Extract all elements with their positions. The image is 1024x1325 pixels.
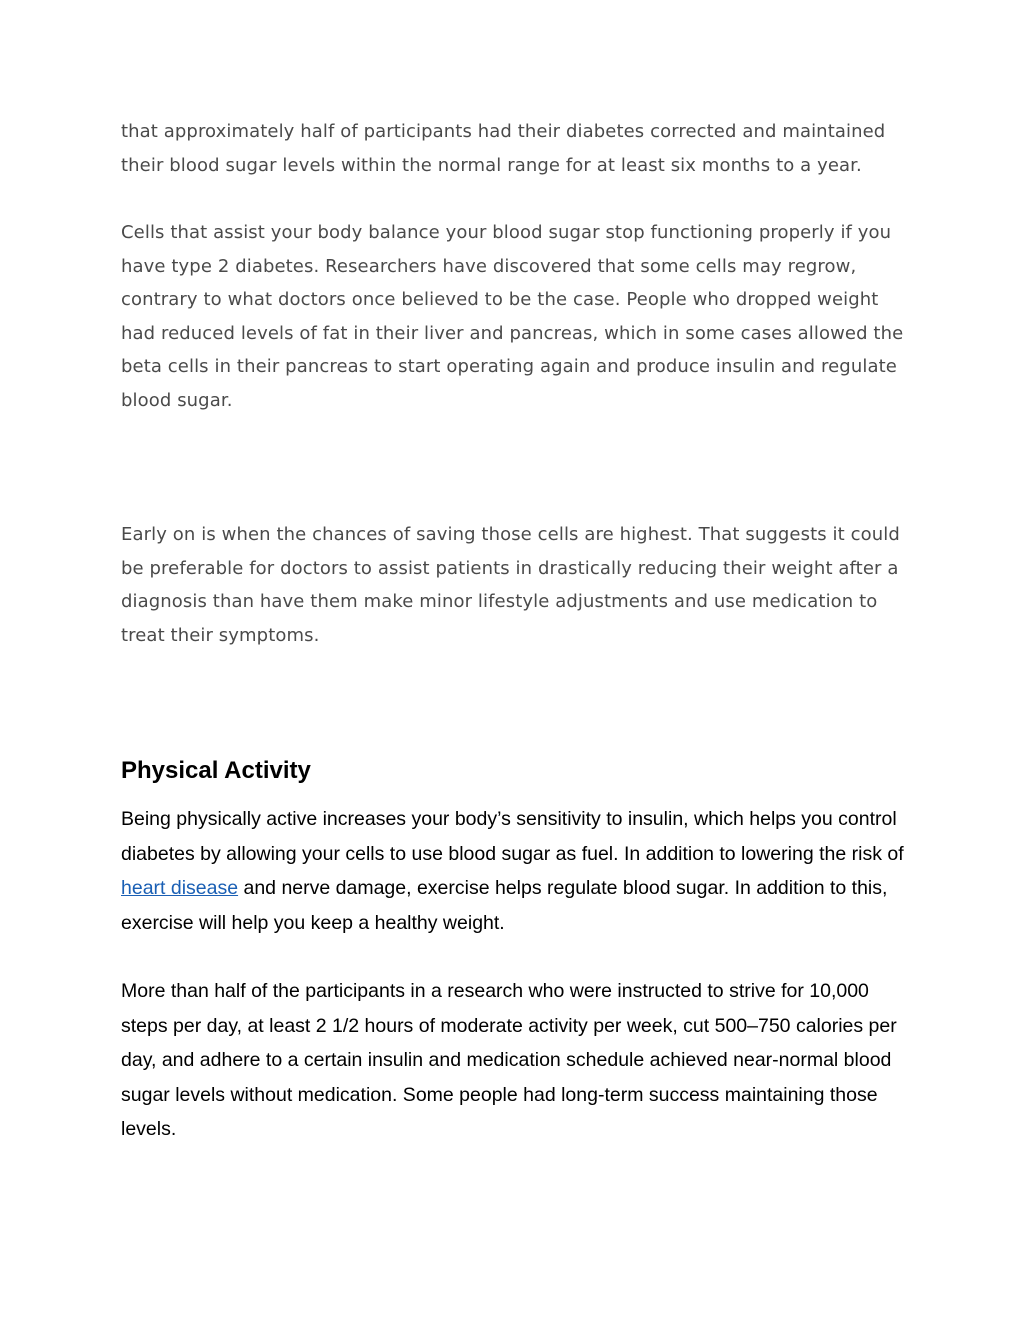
paragraph-intro-continuation: that approximately half of participants had their diabetes corrected and maintained their blood sugar levels within the normal range for at least six months to a year. (121, 121, 886, 176)
heart-disease-link[interactable]: heart disease (121, 877, 239, 899)
section-heading-physical-activity: Physical Activity (121, 757, 311, 784)
paragraph-text-before-link: Being physically active increases your body’s sensitivity to insulin, which helps you control diabetes by allowing your cells to use blood sugar as fuel. In addition to lowering the risk of (121, 808, 904, 865)
paragraph-physical-activity-benefits (121, 802, 911, 940)
paragraph-text-after-link: and nerve damage, exercise helps regulate blood sugar. In addition to this, exercise will help you keep a healthy weight. (121, 877, 888, 934)
paragraph-cells-regrow: Cells that assist your body balance your blood sugar stop functioning properly if you have type 2 diabetes. Researchers have discovered that some cells may regrow, contrary to what doctors once believed to be the case. People who dropped weight had reduced levels of fat in their liver and pancreas, which in some cases allowed the beta cells in their pancreas to start operating again and produce insulin and regulate blood sugar. (121, 222, 904, 411)
paragraph-early-diagnosis: Early on is when the chances of saving those cells are highest. That suggests it could be preferable for doctors to assist patients in drastically reducing their weight after a diagnosis than have them make minor lifestyle adjustments and use medication to treat their symptoms. (121, 524, 900, 646)
paragraph-research-steps: More than half of the participants in a research who were instructed to strive for 10,000 steps per day, at least 2 1/2 hours of moderate activity per week, cut 500–750 calories per day, and adhere to a certain insulin and medication schedule achieved near-normal blood sugar levels without medication. Some people had long-term success maintaining those levels. (121, 980, 897, 1140)
